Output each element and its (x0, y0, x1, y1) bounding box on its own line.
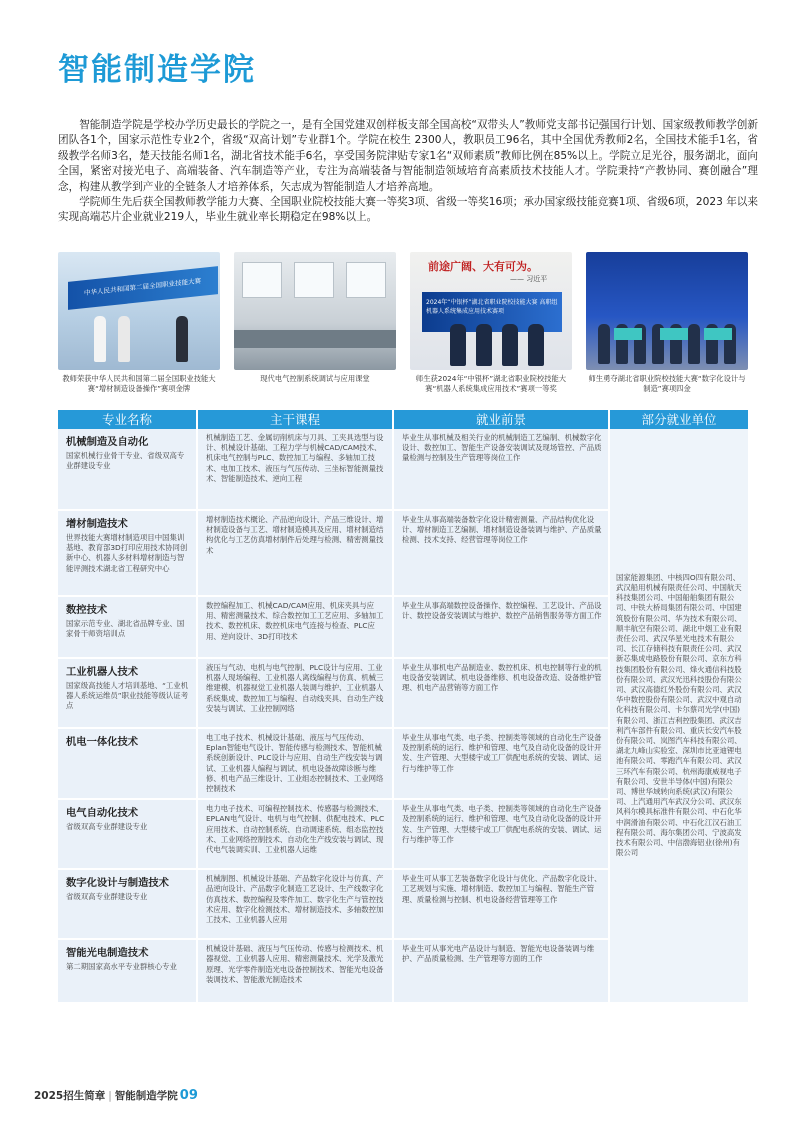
major-name: 智能光电制造技术 (66, 947, 149, 960)
major-name: 机械制造及自动化 (66, 436, 149, 448)
major-name: 数字化设计与制造技术 (66, 877, 169, 890)
header-courses: 主干课程 (198, 410, 394, 429)
major-cell (58, 870, 198, 940)
page-footer (34, 1088, 198, 1103)
major-desc: 国家级高技能人才培训基地、“工业机器人系统运维员”职业技能等级认证考点 (66, 681, 189, 711)
courses-cell: 电力电子技术、可编程控制技术、传感器与检测技术、EPLAN电气设计、电机与电气控制、供配电技术、PLC应用技术、自动控制系统、自动调速系统、组态监控技术、工业网络控制技术、自动化生产线安装与调试、现代电气装调实训、工业机器人运维 (198, 800, 394, 870)
window-decor (242, 262, 282, 298)
major-desc: 国家机械行业骨干专业、省级双高专业群建设专业 (66, 451, 185, 471)
person-figure (688, 324, 700, 364)
major-name: 电气自动化技术 (66, 807, 139, 820)
banner-text: 中华人民共和国第二届全国职业技能大赛 (84, 276, 201, 298)
prospects-cell: 毕业生从事机械及相关行业的机械制造工艺编制、机械数字化设计、数控加工、智能生产设备安装调试及现场管控、产品质量检测与控制及生产管理等岗位工作 (394, 429, 610, 511)
major-cell (58, 659, 198, 729)
header-major: 专业名称 (58, 410, 198, 429)
photo-caption: 现代电气控制系统调试与应用课堂 (260, 374, 370, 383)
window-decor (346, 262, 386, 298)
major-cell (58, 429, 198, 511)
prospects-cell: 毕业生可从事工艺装备数字化设计与优化、产品数字化设计、工艺规划与实施、增材制造、数控加工与编程、智能生产管理、质量检测与控制、机电设备经营管理等工作 (394, 870, 610, 940)
photo-gallery (58, 252, 748, 394)
person-figure (94, 316, 106, 362)
courses-cell: 电工电子技术、机械设计基础、液压与气压传动、Eplan智能电气设计、智能传感与检测技术、智能机械系统创新设计、PLC设计与应用、自动生产线安装与调试、工业机器人编程与调试、机电设备故障诊断与维修、机电产品三维设计、工业组态控制技术、工业网络控制技术 (198, 729, 394, 800)
major-desc: 世界技能大赛增材制造项目中国集训基地、教育部3D打印应用技术协同创新中心、机器人多材料增材制造与智能评测技术湖北省工程研究中心 (66, 533, 188, 573)
prospects-cell: 毕业生从事电气类、电子类、控制类等领域的自动化生产设备及控制系统的运行、维护和管理、电气及自动化设备的设计开发、生产管理、大型楼宇或工厂供配电系统的安装、调试、运行与维护等工作 (394, 800, 610, 870)
photo-card (410, 252, 572, 394)
group-award-photo (586, 252, 748, 370)
window-decor (294, 262, 334, 298)
header-employers: 部分就业单位 (610, 410, 748, 429)
major-name: 数控技术 (66, 604, 108, 616)
major-cell (58, 511, 198, 597)
intro-text (58, 118, 758, 226)
page-title: 智能制造学院 (58, 52, 256, 88)
award-board (660, 328, 688, 340)
robot-competition-photo (410, 252, 572, 370)
major-name: 机电一体化技术 (66, 736, 139, 748)
table-header-row (58, 410, 748, 429)
person-figure (176, 316, 188, 362)
workbench (234, 330, 396, 348)
major-desc: 省级双高专业群建设专业 (66, 822, 148, 832)
award-board (614, 328, 642, 340)
person-figure (528, 324, 544, 366)
photo-card (234, 252, 396, 394)
courses-cell: 机械制图、机械设计基础、产品数字化设计与仿真、产品逆向设计、产品数字化制造工艺设计、生产线数字化仿真技术、数控编程及零件加工、数字化生产与管控技术应用、数字化检测技术、增材制造技术、多轴数控加工技术、工业机器人应用 (198, 870, 394, 940)
prospects-cell: 毕业生从事高端装备数字化设计精密测量、产品结构优化设计、增材制造工艺编制、增材制造设备装调与维护、产品质量检测、技术支持、经营管理等岗位工作 (394, 511, 610, 597)
courses-cell: 数控编程加工、机械CAD/CAM应用、机床夹具与应用、精密测量技术、综合数控加工工艺应用、多轴加工技术、数控机床、数控机床电气连接与检查、PLC应用、逆向设计、3D打印技术 (198, 597, 394, 659)
major-desc: 国家示范专业、湖北省品牌专业、国家骨干师资培训点 (66, 619, 185, 639)
competition-award-photo (58, 252, 220, 370)
award-board (704, 328, 732, 340)
courses-cell: 液压与气动、电机与电气控制、PLC设计与应用、工业机器人现场编程、工业机器人离线编程与仿真、机械三维建模、机器视觉工业机器人装调与维护、工业机器人系统集成、数控加工与编程、自动线夹具、自动生产线安装与调试、工业控制网络 (198, 659, 394, 729)
table-row (58, 429, 748, 511)
intro-paragraph: 智能制造学院是学校办学历史最长的学院之一，是有全国党建双创样板支部全国高校“双带头人”教师党支部书记强国行计划、国家级教师教学创新团队各1个，国家示范性专业2个，省级“双高计划”专业群1个。学院在校生 2300人，教职员工96名，其中全国优秀教师2名，全国技术能手1名，省级教学名师3名，楚天技能名师1名，湖北省技术能手6名，享受国务院津贴专家1名“双师素质”教师比例在85%以上。学院立足光谷，服务湖北，面向全国，紧密对接光电子、高端装备、汽车制造等产业，专注为高端装备与智能制造领域培育高素质技术技能人才。学院秉持“产教协同、赛创融合”理念，构建从教学到产业的全链条人才培养体系，矢志成为智能制造人才培养高地。 (58, 119, 758, 193)
footer-section: 智能制造学院 (114, 1090, 178, 1102)
intro-paragraph: 学院师生先后获全国教师教学能力大赛、全国职业院校技能大赛一等奖3项、省级一等奖16项；承办国家级技能竞赛1项、省级6项，2023 年以来实现高端芯片企业就业219人，毕业生就业率长期稳定在98%以上。 (58, 196, 758, 224)
majors-table (58, 410, 748, 1004)
footer-brochure: 2025招生简章 (34, 1090, 106, 1102)
screen-text: 2024年“中银杯”湖北省职业院校技能大赛 高职组机器人系统集成应用技术赛项 (426, 299, 558, 315)
courses-cell: 增材制造技术概论、产品逆向设计、产品三维设计、增材制造设备与工艺、增材制造模具及应用、增材制造结构优化与工艺仿真增材制件后处理与检测、精密测量技术 (198, 511, 394, 597)
page-number: 09 (179, 1088, 198, 1103)
slogan-text: 前途广阔、大有可为。 (428, 260, 538, 273)
person-figure (502, 324, 518, 366)
person-figure (118, 316, 130, 362)
prospects-cell: 毕业生从事机电产品制造业、数控机床、机电控制等行业的机电设备安装调试、机电设备维修、机电设备改造、设备维护管理、机电产品营销等方面工作 (394, 659, 610, 729)
major-cell (58, 597, 198, 659)
major-cell (58, 800, 198, 870)
major-cell (58, 940, 198, 1004)
major-name: 增材制造技术 (66, 518, 128, 530)
photo-caption: 师生勇夺湖北省职业院校技能大赛“数字化设计与制造”赛项四金 (588, 374, 746, 393)
photo-card (586, 252, 748, 394)
employers-cell: 国家能源集团、中核四O四有限公司、武汉船用机械有限责任公司、中国航天科技集团公司、中国船舶集团有限公司、中铁大桥局集团有限公司、中国建筑股份有限公司、华为技术有限公司、顺丰航空有限公司、湖北中烟工业有限责任公司、武汉华星光电技术有限公司、长江存储科技有限责任公司、武汉新芯集成电路股份有限公司、京东方科技集团股份有限公司、烽火通信科技股份有限公司、武汉光迅科技股份有限公司、武汉高德红外股份有限公司、武汉华中数控股份有限公司、武汉中观自动化科技有限公司、卡尔蔡司光学(中国)有限公司、浙江吉利控股集团、武汉吉利汽车部件有限公司、重庆长安汽车股份有限公司、岚图汽车科技有限公司、湖北九峰山实验室、深圳市比亚迪锂电池有限公司、零跑汽车有限公司、武汉三环汽车有限公司、杭州海康威视电子有限公司、安世半导体(中国)有限公司、博世华域转向系统(武汉)有限公司、上汽通用汽车武汉分公司、武汉东风科尔模具标准件有限公司、中石化华中润滑油有限公司、中石化江汉石油工程有限公司、海尔集团公司、宁波高发技术有限公司、中信渤海铝业(徐州)有限公司 (610, 429, 748, 1004)
major-desc: 第二期国家高水平专业群核心专业 (66, 962, 177, 972)
photo-card (58, 252, 220, 394)
photo-caption: 师生获2024年“中银杯”湖北省职业院校技能大赛“机器人系统集成应用技术”赛项一等奖 (415, 374, 567, 393)
prospects-cell: 毕业生从事高端数控设备操作、数控编程、工艺设计、产品设计、数控设备安装调试与维护、数控产品销售服务等方面工作 (394, 597, 610, 659)
footer-separator: | (108, 1090, 112, 1102)
person-figure (598, 324, 610, 364)
photo-caption: 教师荣获中华人民共和国第二届全国职业技能大赛“增材制造设备操作”赛项金牌 (62, 374, 216, 393)
major-cell (58, 729, 198, 800)
major-desc: 省级双高专业群建设专业 (66, 892, 148, 902)
slogan-signature: —— 习近平 (510, 275, 548, 283)
header-prospects: 就业前景 (394, 410, 610, 429)
courses-cell: 机械制造工艺、金属切削机床与刀具、工夹具选型与设计、机械设计基础、工程力学与机械CAD/CAM技术、机床电气控制与PLC、数控加工与编程、多轴加工技术、电加工技术、液压与气压传动、三坐标智能测量技术、智能制造技术、逆向工程 (198, 429, 394, 511)
prospects-cell: 毕业生可从事光电产品设计与制造、智能光电设备装调与维护、产品质量检测、生产管理等方面的工作 (394, 940, 610, 1004)
person-figure (476, 324, 492, 366)
courses-cell: 机械设计基础、液压与气压传动、传感与检测技术、机器视觉、工业机器人应用、精密测量技术、光学及激光原理、光学零件制造光电设备控制技术、智能光电设备装调技术、智能激光制造技术 (198, 940, 394, 1004)
person-figure (450, 324, 466, 366)
classroom-photo (234, 252, 396, 370)
major-name: 工业机器人技术 (66, 666, 139, 678)
prospects-cell: 毕业生从事电气类、电子类、控制类等领域的自动化生产设备及控制系统的运行、维护和管理、电气及自动化设备的设计开发、生产管理、大型楼宇或工厂供配电系统的安装、调试、运行与维护等工作 (394, 729, 610, 800)
